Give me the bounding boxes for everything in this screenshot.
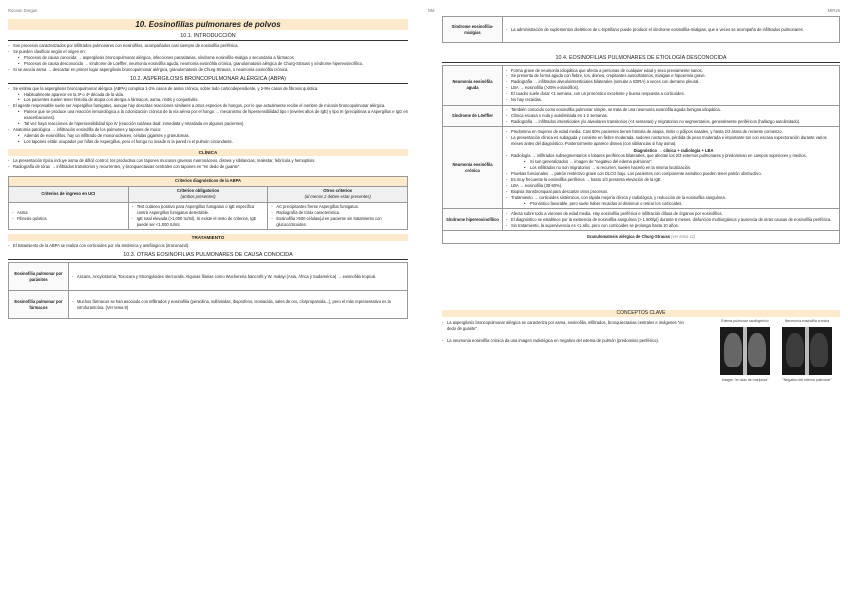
xray-nec-image xyxy=(782,327,832,375)
loeffler-label: Síndrome de Löeffler xyxy=(443,105,503,127)
list-item: - Pruebas funcionales → patrón restrictivo grave con DLCO bajo. Los pacientes con componente asmático pueden tener patrón obstructivo. xyxy=(506,171,836,177)
known-label: Eosinofilia pulmonar por parásitos xyxy=(9,263,69,291)
list-item: - El cuadro suele durar <1 semana, con un pronóstico excelente y buena respuesta a corticoides. xyxy=(506,91,836,97)
list-item: - LBA → eosinofilia (>25% eosinófilos). xyxy=(506,85,836,91)
img1-sub: Imagen "en alas de mariposa" xyxy=(721,377,769,382)
left-header xyxy=(8,8,408,16)
criteria-col1-label: Criterios de ingreso en UCI xyxy=(41,191,96,197)
concepts-title: CONCEPTOS CLAVE xyxy=(442,310,840,317)
xray-edema-image xyxy=(720,327,770,375)
criteria-table xyxy=(8,176,408,231)
list-item: - Biopsia transbronquial para descartar otros procesos. xyxy=(506,189,836,195)
list-item: • Los pacientes suelen tener historia de atopia con alergia a fármacos, asma, rinitis y conjuntivitis. xyxy=(8,97,408,103)
criteria-col3 xyxy=(268,186,408,202)
criteria-cell xyxy=(128,202,268,230)
list-item: - Radiografía → infiltrados intersticiales y/o alveolares transitorios (<4 semanas) y migratorios no segmentarios, generalmente periféricos (hallazgo autolimitado). xyxy=(506,119,836,125)
she-label: Síndrome hipereosinofílico xyxy=(443,209,503,231)
list-item: - Eosinofilia >500 células/µl en paciente sin tratamiento con glucocorticoides. xyxy=(271,216,404,228)
clinica-list xyxy=(8,158,408,170)
list-item: • Procesos de causa desconocida → síndrome de Löeffler, neumonía eosinófila aguda, neumonía eosinófila crónica, granulomatosis alérgica de Churg-Strauss y síndrome hipereosinofílico. xyxy=(8,61,408,67)
list-item: - Fibrosis quística xyxy=(12,216,125,222)
list-item: - Predomina en mujeres de edad media. Casi 50% pacientes tienen historia de atopia, rinitis o pólipos nasales, y hasta 2/3 asma de reciente comienzo. xyxy=(506,129,836,135)
known-text xyxy=(69,263,408,291)
list-item: - Se estima que la aspergilosis broncopulmonar alérgica (ABPA) complica 1-2% casos de asma crónica, sobre todo corticodependiente, y 2-9% casos de fibrosis quística. xyxy=(8,86,408,92)
churg-ref: (ver tema 11) xyxy=(671,234,696,240)
list-item: - Si se asocia asma → descartar en primer lugar aspergilosis broncopulmonar alérgica, granulomatosis de Churg-Strauss, o neumonía eosinófila crónica. xyxy=(8,67,408,73)
list-item: - La presentación típica incluye asma de difícil control, tos productiva con tapones mucosos gruesos marronáceos, disnea y sibilancias, malestar, febrícula y hemoptisis. xyxy=(8,158,408,164)
list-item: - Radiología → infiltrados subsegmentarios o lobares periféricos bilaterales, que afectan los 2/3 externos pulmonares y predominan en campos superiores y medios. xyxy=(506,153,836,159)
chapter-title: 10. Eosinofilias pulmonares de polvos xyxy=(8,19,408,30)
known-label: Eosinofilia pulmonar por fármacos xyxy=(9,291,69,319)
nec-label: Neumonía eosinófila crónica xyxy=(443,127,503,209)
churg-label: Granulomatosis alérgica de Churg-Strauss xyxy=(586,234,671,240)
list-item: • Los tapones están ocupados por hifas de Aspergillus, pero el hongo no invade ni la pared ni el pulmón circundante. xyxy=(8,139,408,145)
list-item: - No hay recaídas. xyxy=(506,97,836,103)
loeffler-cell xyxy=(503,105,840,127)
list-item: - Radiografía de tórax → infiltrados transitorios y recurrentes, y bronquiectasias centrales con tapones en "en dedo de guante". xyxy=(8,164,408,170)
list-item: • Los infiltrados no son migratorios → si recurren, suelen hacerlo en la misma localización. xyxy=(506,165,836,171)
list-item: - También conocido como eosinofilia pulmonar simple, se trata de una neumonía eosinófila aguda benigna idiopática. xyxy=(506,107,836,113)
list-item: - Radiografía → infiltrados alveolointersticiales bilaterales (simular a SDRA) a veces con derrame pleural. xyxy=(506,79,836,85)
list-item: - Radiografía de tórax característica. xyxy=(271,210,404,216)
criteria-col3-sub: (al menos 2 deben estar presentes) xyxy=(304,194,371,200)
page-code: MIR25 xyxy=(827,8,840,13)
list-item: - El diagnóstico se establece por la existencia de eosinofilia sanguínea (> 1.500/µl) durante 6 meses, disfunción multiorgánica y ausencia de otras causas de eosinofilia periférica. xyxy=(506,217,836,223)
list-item: - Es muy frecuente la eosinofilia periférica → hasta 1/3 presenta elevación de la IgE. xyxy=(506,177,836,183)
tratamiento-text: - El tratamiento de la ABPA se realiza con corticoides por vía sistémica y antifúngicos (itraconazol). xyxy=(8,243,408,249)
author: Rocean Dorgan xyxy=(8,8,38,13)
intro-list xyxy=(8,43,408,73)
list-item: - Ascaris, Ancylostoma, Toxocara y Strongyloides stercoralis. Algunas filarias como Wuchereria bancrofti y W. malayi (Asia, África y Sudamérica) → eosinofilia tropical. xyxy=(72,274,404,280)
abpa-title: 10.2. ASPERGILOSIS BRONCOPULMONAR ALÉRGICA (ABPA) xyxy=(8,76,408,84)
nea-cell xyxy=(503,66,840,106)
list-item: • Procesos de causa conocida → aspergilosis broncopulmonar alérgica, infecciones parasitarias, síndrome eosinófilo-mialgia o secundaria a fármacos xyxy=(8,55,408,61)
clinica-title: CLÍNICA xyxy=(8,149,408,156)
criteria-cell xyxy=(9,202,129,230)
list-item: - Sin tratamiento, la supervivencia es <1 año, pero con corticoides se prolonga hasta 10 años. xyxy=(506,223,836,229)
criteria-col2-sub: (ambos presentes) xyxy=(180,194,216,200)
list-item: - Son procesos caracterizados por infiltrados pulmonares con eosinófilos, acompañados casi siempre de eosinofilia periférica. xyxy=(8,43,408,49)
list-item: - Anatomía patológica → infiltración eosinófila de los pulmones y tapones de moco: xyxy=(8,127,408,133)
list-item: - Afecta sobre todo a varones de edad media. Hay eosinofilia periférica e infiltración difusa de órganos por eosinófilos. xyxy=(506,211,836,217)
criteria-col2 xyxy=(128,186,268,202)
intro-title: 10.1. INTRODUCCIÓN xyxy=(8,33,408,41)
criteria-col3-label: Otros criterios xyxy=(323,188,353,194)
concepts-block xyxy=(442,317,840,397)
known-title: 10.3. OTRAS EOSINOFILIAS PULMONARES DE CAUSA CONOCIDA xyxy=(8,252,408,260)
list-item: - LBA → eosinofilia (30-50%). xyxy=(506,183,836,189)
list-item: • Parece que se produce una reacción inmunológica a la colonización crónica de la vía aérea por el hongo → mecanismo de hipersensibilidad tipo I (niveles altos de IgE) y tipo III (precipitinas a Aspergillus e IgG en exacerbaciones). xyxy=(8,109,408,121)
concepts-list xyxy=(442,320,692,344)
img2-caption: Neumonía eosinófila crónica xyxy=(784,318,830,323)
abpa-list xyxy=(8,86,408,145)
list-item: - La neumonía eosinófila crónica da una imagen radiológica en negativo del edema de pulmón (predominio periférico). xyxy=(442,338,692,344)
right-page xyxy=(424,0,848,599)
page-ref: NM xyxy=(428,8,435,13)
list-item: - La presentación clínica es subaguda y consiste en fiebre moderada, sudores nocturnos, pérdida de peso moderada e importante tos con escasa expectoración durante varios meses antes del diagnóstico. Posteriormente aparece disnea (con sibilancias si hay asma). xyxy=(506,135,836,147)
criteria-col1 xyxy=(9,186,129,202)
list-item: - Se pueden clasificar según el origen en: xyxy=(8,49,408,55)
known-table xyxy=(8,262,408,319)
list-item: - Tratamiento → corticoides sistémicos, con rápida mejoría clínica y radiológica, y reducción de la eosinofilia sanguínea. xyxy=(506,195,836,201)
list-item: - La aspergilosis broncopulmonar alérgica se caracteriza por asma, eosinofilia, infiltrados, bronquiectasias centrales e imágenes "en dedo de guante". xyxy=(442,320,692,332)
list-item: - Forma grave de neumonía idiopática que afecta a personas de cualquier edad y sexo previamente sanos. xyxy=(506,68,836,74)
list-item: - Asma xyxy=(12,210,125,216)
known-text xyxy=(69,291,408,319)
list-item: • Tal vez haya reacciones de hipersensibilidad tipo IV (reacción cutánea dual: inmediata y retardada en algunos pacientes). xyxy=(8,121,408,127)
img2-sub: "Negativo del edema pulmonar" xyxy=(782,377,832,382)
unknown-title: 10.4. EOSINOFILIAS PULMONARES DE ETIOLOGÍA DESCONOCIDA xyxy=(442,55,840,63)
img1-caption: Edema pulmonar cardiogénico xyxy=(721,318,769,323)
list-item: • Pronóstico favorable, pero suele haber recaídas al disminuir o retirar los corticoides. xyxy=(506,201,836,207)
list-item: - La administración de suplementos dietéticos de L-triptófano puede producir el síndrome eosinofilia-mialgias, que a veces se acompaña de infiltrados pulmonares. xyxy=(506,27,836,33)
she-cell xyxy=(503,209,840,231)
sem-text xyxy=(503,17,840,43)
diagnostic-line: Diagnóstico → clínica + radiología + LBA xyxy=(633,147,714,153)
list-item: - AC precipitantes frente Aspergillus fumigatus. xyxy=(271,204,404,210)
churg-row xyxy=(443,231,840,244)
tratamiento-title: TRATAMIENTO xyxy=(8,234,408,241)
list-item: - El agente responsable suele ser Aspergillus fumigatus, aunque hay descritas reacciones similares a otros especies de hongos, por lo que actualmente recibe el nombre de micosis broncopulmonar alérgica. xyxy=(8,103,408,109)
nec-cell xyxy=(503,127,840,209)
sem-table xyxy=(442,16,840,43)
list-item: - Se presenta de forma aguda con fiebre, tos, disnea, crepitantes auscultatorios, mialgias e hipoxemia grave. xyxy=(506,73,836,79)
list-item: - IgE total elevada (>1.000 IU/ml). Si existe el resto de criterios, IgE puede ser <1.000 IU/ml. xyxy=(132,216,265,228)
criteria-table-title: Criterios diagnósticos de la ABPA xyxy=(9,176,408,186)
list-item: - Clínica escasa o nula y autolimitada en 1-2 semanas. xyxy=(506,113,836,119)
nea-label: Neumonía eosinófila aguda xyxy=(443,66,503,106)
list-item: • Si son generalizados → imagen de "negativo del edema pulmonar". xyxy=(506,159,836,165)
criteria-cell xyxy=(268,202,408,230)
sem-label: Síndrome eosinofilia-mialgias xyxy=(443,17,503,43)
list-item: - Test cutáneo positivo para Aspergillus fumigatus o IgE específica contra Aspergillus fumigatus detectable. xyxy=(132,204,265,216)
unknown-table xyxy=(442,65,840,244)
list-item: • Habitualmente aparece en la 3ª o 4ª década de la vida. xyxy=(8,92,408,98)
list-item: - Muchos fármacos se han asociado con infiltrados y eosinofilia (penicilina, sulfamidas, ibuprofeno, isoniacida, sales de oro, clorpropamida...), pero el más representativo es la nitrofurantoína. (Ver tema 9) xyxy=(72,299,404,311)
list-item: • Además de eosinófilos, hay un infiltrado de mononucleares, células gigantes y granulomas. xyxy=(8,133,408,139)
criteria-col2-label: Criterios obligatorios xyxy=(176,188,220,194)
